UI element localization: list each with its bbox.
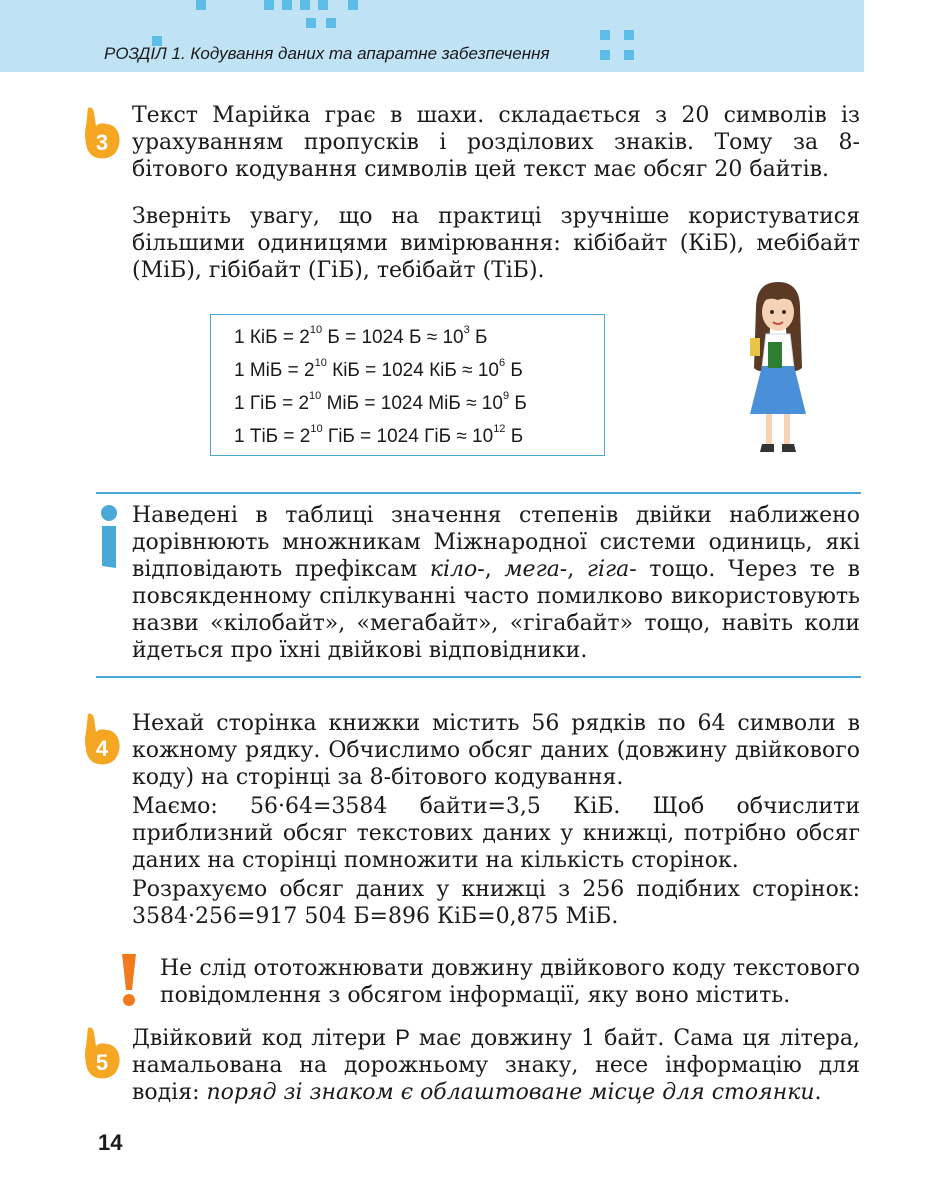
decor-square — [264, 0, 274, 10]
step4-paragraph-3: Розрахуємо обсяг даних у книжці з 256 подібних сторінок: 3584·256=917 504 Б=896 КіБ=0,875 МіБ. — [132, 877, 860, 929]
letter-p: P — [395, 1025, 410, 1050]
step-marker-3: 3 — [95, 130, 109, 155]
warning-paragraph: Не слід ототожнювати довжину двійкового коду текстового повідомлення з обсягом інформації, яку воно містить. — [160, 956, 860, 1008]
formula-gib: 1 ГіБ = $2^{10}$ МіБ = 1024 МіБ ≈ $10^9$ Б — [234, 390, 527, 414]
chapter-title: РОЗДІЛ 1. Кодування даних та апаратне забезпечення — [104, 44, 550, 63]
step-marker-4: 4 — [95, 736, 109, 761]
step5-paragraph: Двійковий код літери P має довжину 1 байт. Сама ця літера, намальована на дорожньому знаку, несе інформацію для водія: поряд зі знаком є облаштоване місце для стоянки. — [132, 1025, 860, 1105]
exclamation-icon — [118, 952, 140, 1008]
info-top-rule — [96, 492, 861, 494]
decor-square — [318, 0, 328, 10]
book-icon — [768, 342, 782, 368]
hand-pointer-icon — [80, 104, 124, 160]
decor-square — [624, 50, 634, 60]
chapter-header — [0, 0, 864, 72]
step4-paragraph-1: Нехай сторінка книжки містить 56 рядків по 64 символи в кожному рядку. Обчислимо обсяг даних (довжину двійкового коду) на сторінці за 8-бітового кодування. — [132, 711, 860, 790]
decor-square — [306, 18, 316, 28]
girl-illustration — [738, 278, 818, 456]
step-marker-5: 5 — [95, 1050, 109, 1075]
decor-square — [196, 0, 206, 10]
info-paragraph: Наведені в таблиці значення степенів двійки наближено дорівнюють множникам Міжнародної системи одиниць, які відповідають префіксам кіло-, мега-, гіга- тощо. Через те в повсякденному спілкуванні часто помилково використовують назви «кілобайт», «мегабайт», «гігабайт» тощо, навіть коли йдеться про їхні двійкові відповідники. — [132, 503, 860, 663]
hand-pointer-icon — [80, 710, 124, 766]
info-bottom-rule — [96, 676, 861, 678]
decor-square — [624, 30, 634, 40]
page-number: 14 — [98, 1130, 123, 1155]
formula-mib: 1 МіБ = $2^{10}$ КіБ = 1024 КіБ ≈ $10^6$ Б — [234, 357, 523, 381]
decor-square — [600, 50, 610, 60]
formula-kib: 1 КіБ = $2^{10}$ Б = 1024 $Б \approx 10^3$ Б — [234, 324, 488, 348]
formula-tib: 1 ТіБ = $2^{10}$ ГіБ = 1024 ГіБ ≈ $10^{12}$ Б — [234, 423, 524, 447]
info-icon — [98, 504, 120, 570]
decor-square — [282, 0, 292, 10]
units-paragraph: Зверніть увагу, що на практиці зручніше користуватися більшими одиницями вимірювання: кібібайт (КіБ), мебібайт (МіБ), гібібайт (ГіБ), тебібайт (ТіБ). — [132, 204, 860, 283]
step4-paragraph-2: Маємо: 56·64=3584 байти=3,5 КіБ. Щоб обчислити приблизний обсяг текстових даних у книжці, потрібно обсяг даних на сторінці помножити на кількість сторінок. — [132, 794, 860, 873]
decor-square — [600, 30, 610, 40]
decor-square — [300, 0, 310, 10]
units-formula-box — [210, 314, 605, 456]
decor-square — [348, 0, 358, 10]
decor-square — [326, 18, 336, 28]
hand-pointer-icon — [80, 1024, 124, 1080]
step3-paragraph: Текст Марійка грає в шахи. складається з 20 символів із урахуванням пропусків і розділових знаків. Тому за 8-бітового кодування символів цей текст має обсяг 20 байтів. — [132, 103, 860, 182]
